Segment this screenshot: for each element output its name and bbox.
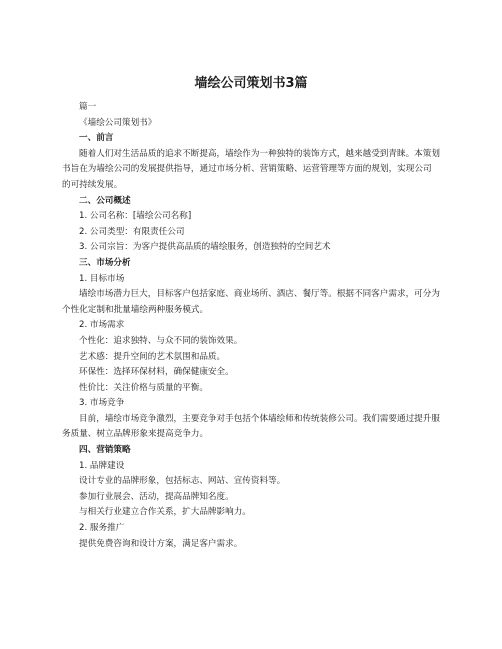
paragraph: 3. 市场竞争	[79, 398, 125, 409]
document-body	[62, 100, 440, 552]
paragraph: 目前，墙绘市场竞争激烈，主要竞争对手包括个体墙绘师和传统装修公司。我们需要通过提升服务质量、树立品牌形象来提高竞争力。	[62, 413, 440, 440]
paragraph: 2. 服务推广	[79, 523, 125, 534]
paragraph: 3. 公司宗旨：为客户提供高品质的墙绘服务，创造独特的空间艺术	[79, 242, 331, 253]
paragraph: 参加行业展会、活动，提高品牌知名度。	[79, 491, 234, 502]
section-heading: 一、前言	[79, 133, 114, 144]
paragraph: 《墙绘公司策划书》	[79, 117, 157, 128]
document-title: 墙绘公司策划书3篇	[194, 76, 308, 91]
paragraph: 墙绘市场潜力巨大，目标客户包括家庭、商业场所、酒店、餐厅等。根据不同客户需求，可分为个性化定制和批量墙绘两种服务模式。	[62, 289, 440, 315]
paragraph: 1. 公司名称：[墙绘公司名称]	[79, 211, 192, 222]
paragraph: 2. 市场需求	[79, 320, 125, 331]
paragraph: 2. 公司类型：有限责任公司	[79, 226, 185, 237]
paragraph: 提供免费咨询和设计方案，满足客户需求。	[79, 538, 243, 549]
paragraph: 篇一	[79, 102, 97, 112]
paragraph: 个性化：追求独特、与众不同的装饰效果。	[79, 335, 243, 346]
paragraph: 随着人们对生活品质的追求不断提高，墙绘作为一种独特的装饰方式，越来越受到青睐。本策划书旨在为墙绘公司的发展提供指导，通过市场分析、营销策略、运营管理等方面的规划，实现公司的可持续发展。	[62, 148, 440, 190]
paragraph: 1. 目标市场	[79, 273, 125, 284]
paragraph: 环保性：选择环保材料，确保健康安全。	[79, 367, 234, 378]
section-heading: 二、公司概述	[79, 195, 131, 206]
section-heading: 四、营销策略	[79, 445, 131, 456]
section-heading: 三、市场分析	[79, 257, 131, 268]
paragraph: 设计专业的品牌形象，包括标志、网站、宣传资料等。	[79, 476, 286, 487]
paragraph: 艺术感：提升空间的艺术氛围和品质。	[79, 351, 226, 362]
paragraph: 1. 品牌建设	[79, 460, 125, 471]
paragraph: 性价比：关注价格与质量的平衡。	[79, 382, 208, 393]
paragraph: 与相关行业建立合作关系，扩大品牌影响力。	[79, 507, 251, 518]
